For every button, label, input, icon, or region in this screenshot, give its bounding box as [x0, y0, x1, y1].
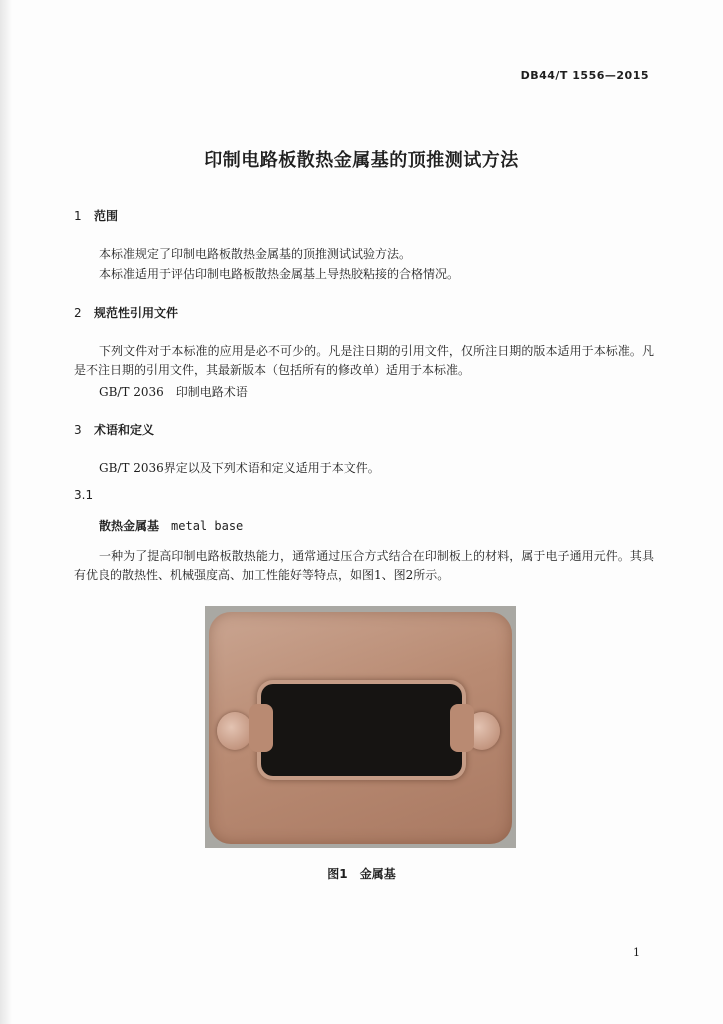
term-entry — [99, 517, 243, 534]
section-3-heading — [74, 421, 154, 438]
section-2-heading — [74, 304, 178, 321]
document-title: 印制电路板散热金属基的顶推测试方法 — [204, 150, 519, 171]
section-title: 规范性引用文件 — [94, 306, 179, 320]
section-number: 1 — [74, 209, 82, 223]
term-definition: 一种为了提高印制电路板散热能力，通常通过压合方式结合在印制板上的材料，属于电子通用元件。其具有优良的散热性、机械强度高、加工性能好等特点，如图1、图2所示。 — [74, 549, 654, 582]
term-number: 3.1 — [74, 488, 94, 502]
normative-references-paragraph: 下列文件对于本标准的应用是必不可少的。凡是注日期的引用文件，仅所注日期的版本适用于本标准。凡是不注日期的引用文件，其最新版本（包括所有的修改单）适用于本标准。 — [74, 344, 654, 377]
term-name-en: metal base — [171, 519, 244, 533]
scope-line-1: 本标准规定了印制电路板散热金属基的顶推测试试验方法。 — [99, 247, 412, 261]
scope-line-2: 本标准适用于评估印制电路板散热金属基上导热胶粘接的合格情况。 — [99, 267, 460, 281]
figure-caption: 图1 金属基 — [327, 867, 396, 881]
term-name-cn: 散热金属基 — [99, 519, 160, 533]
plate-cutout — [261, 684, 462, 776]
metal-plate — [209, 612, 512, 844]
cutout-notch-left — [249, 704, 273, 752]
reference-gbt2036: GB/T 2036 印制电路术语 — [99, 385, 248, 399]
standard-number: DB44/T 1556—2015 — [520, 69, 649, 82]
terms-intro-line: GB/T 2036界定以及下列术语和定义适用于本文件。 — [99, 461, 380, 475]
section-1-heading — [74, 207, 118, 224]
cutout-notch-right — [450, 704, 474, 752]
section-title: 范围 — [94, 209, 119, 223]
section-title: 术语和定义 — [94, 423, 155, 437]
section-number: 2 — [74, 306, 82, 320]
page-number: 1 — [633, 946, 640, 959]
section-number: 3 — [74, 423, 82, 437]
metal-base-photo — [205, 606, 516, 848]
mounting-hole-left — [217, 712, 253, 750]
